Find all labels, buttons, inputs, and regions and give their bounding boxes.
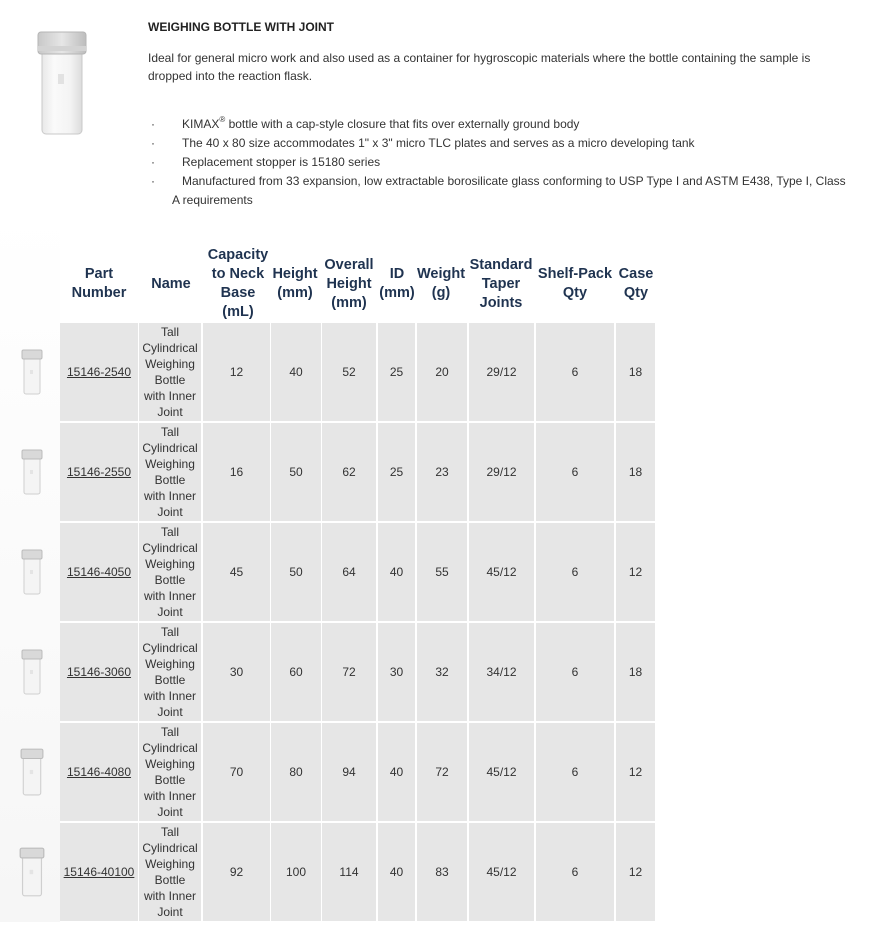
header-line: Part xyxy=(84,266,114,282)
capacity-cell xyxy=(203,823,270,921)
id-value: 40 xyxy=(389,565,404,579)
taper-value: 29/12 xyxy=(486,465,517,479)
part-number-link[interactable]: 15146-40100 xyxy=(63,865,135,879)
case-cell xyxy=(616,623,655,721)
bullet-marker: · xyxy=(151,136,155,150)
part-number-cell xyxy=(60,323,138,421)
weight-cell xyxy=(417,523,467,621)
part-number-cell xyxy=(60,523,138,621)
name-line: Weighing xyxy=(145,857,195,871)
name-cell xyxy=(139,623,201,721)
taper-value: 45/12 xyxy=(486,765,517,779)
id-cell xyxy=(378,723,415,821)
taper-value: 45/12 xyxy=(486,565,517,579)
name-line: with Inner xyxy=(143,389,196,403)
capacity-value: 45 xyxy=(229,565,244,579)
name-line: Cylindrical xyxy=(142,341,198,355)
capacity-value: 92 xyxy=(229,865,244,879)
name-line: Joint xyxy=(157,905,183,919)
part-number-cell xyxy=(60,723,138,821)
overall-cell xyxy=(322,723,376,821)
header-line: Capacity xyxy=(207,247,269,263)
case-value: 12 xyxy=(628,565,643,579)
shelf-cell xyxy=(536,423,614,521)
weight-cell xyxy=(417,723,467,821)
case-value: 12 xyxy=(628,765,643,779)
table-row xyxy=(60,523,656,621)
header-line: (mm) xyxy=(379,285,415,301)
header-line: Case xyxy=(618,266,654,282)
part-number-link[interactable]: 15146-4080 xyxy=(66,765,132,779)
name-cell xyxy=(139,523,201,621)
name-cell xyxy=(139,823,201,921)
product-thumbnail-icon xyxy=(20,747,44,797)
name-line: Joint xyxy=(157,405,183,419)
header-line: (mm) xyxy=(277,285,313,301)
table-row xyxy=(60,723,656,821)
header-name xyxy=(140,246,202,322)
id-cell xyxy=(378,523,415,621)
header-line: Number xyxy=(71,285,127,301)
feature-item: · Manufactured from 33 expansion, low extractable borosilicate glass conforming to USP Type I and ASTM E438, Type I, Class A requirements xyxy=(148,172,868,210)
name-line: Weighing xyxy=(145,657,195,671)
name-line: Cylindrical xyxy=(142,541,198,555)
feature-item: · Replacement stopper is 15180 series xyxy=(148,153,868,172)
id-cell xyxy=(378,423,415,521)
header-taper xyxy=(468,246,534,322)
capacity-value: 70 xyxy=(229,765,244,779)
product-thumbnail-icon xyxy=(21,548,43,596)
weight-value: 23 xyxy=(435,465,449,479)
bullet-marker: · xyxy=(151,174,155,188)
case-cell xyxy=(616,723,655,821)
name-line: Weighing xyxy=(145,757,195,771)
part-number-link[interactable]: 15146-4050 xyxy=(66,565,132,579)
id-value: 40 xyxy=(389,865,404,879)
capacity-value: 30 xyxy=(229,665,244,679)
name-line: with Inner xyxy=(143,489,196,503)
name-line: Joint xyxy=(157,705,183,719)
taper-cell xyxy=(469,423,534,521)
shelf-cell xyxy=(536,523,614,621)
name-line: Cylindrical xyxy=(142,741,198,755)
taper-value: 29/12 xyxy=(486,365,517,379)
overall-value: 114 xyxy=(339,865,359,879)
product-thumbnail-icon xyxy=(21,348,43,396)
header-capacity xyxy=(204,246,272,322)
taper-value: 45/12 xyxy=(486,865,517,879)
header-part-number xyxy=(60,246,138,322)
name-line: Cylindrical xyxy=(142,441,198,455)
height-cell xyxy=(271,823,321,921)
weight-value: 83 xyxy=(435,865,449,879)
header-weight xyxy=(416,246,466,322)
header-line: Qty xyxy=(562,285,588,301)
overall-value: 94 xyxy=(342,765,356,779)
shelf-value: 6 xyxy=(571,565,579,579)
height-value: 80 xyxy=(289,765,303,779)
weight-cell xyxy=(417,823,467,921)
overall-cell xyxy=(322,423,376,521)
name-line: Bottle xyxy=(154,673,186,687)
name-line: with Inner xyxy=(143,889,196,903)
table-row xyxy=(60,323,656,421)
product-description: Ideal for general micro work and also used as a container for hygroscopic materials where the bottle containing the sample is dropped into the reaction flask. xyxy=(148,51,811,83)
overall-value: 62 xyxy=(342,465,356,479)
height-value: 100 xyxy=(285,865,307,879)
height-cell xyxy=(271,323,321,421)
weight-cell xyxy=(417,423,467,521)
id-value: 25 xyxy=(389,365,404,379)
bullet-marker: · xyxy=(151,155,155,169)
header-line: Qty xyxy=(623,285,649,301)
header-line: Height xyxy=(272,266,318,282)
height-cell xyxy=(271,423,321,521)
height-cell xyxy=(271,623,321,721)
name-line: Cylindrical xyxy=(142,841,198,855)
product-thumbnail-icon xyxy=(21,648,43,696)
case-cell xyxy=(616,423,655,521)
part-number-link[interactable]: 15146-2540 xyxy=(66,365,132,379)
product-thumbnail-icon xyxy=(19,846,45,898)
id-value: 30 xyxy=(389,665,404,679)
name-line: Bottle xyxy=(154,473,186,487)
part-number-cell xyxy=(60,823,138,921)
table-row xyxy=(60,423,656,521)
height-value: 60 xyxy=(289,665,303,679)
header-line: (mm) xyxy=(331,294,367,311)
shelf-cell xyxy=(536,723,614,821)
id-cell xyxy=(378,323,415,421)
name-line: Bottle xyxy=(154,873,186,887)
header-line: (mL) xyxy=(222,304,254,320)
taper-cell xyxy=(469,623,534,721)
case-cell xyxy=(616,323,655,421)
capacity-value: 16 xyxy=(229,465,244,479)
name-line: Tall xyxy=(160,825,179,839)
header-overall-height xyxy=(322,246,376,322)
overall-value: 72 xyxy=(342,665,356,679)
taper-cell xyxy=(469,723,534,821)
shelf-value: 6 xyxy=(571,665,579,679)
weight-value: 32 xyxy=(435,665,449,679)
overall-cell xyxy=(322,323,376,421)
name-line: with Inner xyxy=(143,589,196,603)
capacity-value: 12 xyxy=(229,365,244,379)
id-cell xyxy=(378,823,415,921)
height-value: 50 xyxy=(289,465,303,479)
name-line: Joint xyxy=(157,505,183,519)
name-line: Tall xyxy=(160,725,179,739)
name-line: Tall xyxy=(160,525,179,539)
case-value: 18 xyxy=(628,665,643,679)
capacity-cell xyxy=(203,423,270,521)
weight-value: 55 xyxy=(435,565,449,579)
weight-value: 20 xyxy=(435,365,449,379)
id-cell xyxy=(378,623,415,721)
name-cell xyxy=(139,323,201,421)
case-value: 18 xyxy=(628,365,643,379)
taper-value: 34/12 xyxy=(486,665,517,679)
name-cell xyxy=(139,723,201,821)
shelf-cell xyxy=(536,623,614,721)
header-id xyxy=(378,246,416,322)
name-line: Bottle xyxy=(154,373,186,387)
name-line: Joint xyxy=(157,605,183,619)
name-line: with Inner xyxy=(143,789,196,803)
table-row xyxy=(60,623,656,721)
header-line: Weight xyxy=(416,266,466,282)
overall-cell xyxy=(322,823,376,921)
height-value: 50 xyxy=(289,565,303,579)
name-line: Weighing xyxy=(145,357,195,371)
capacity-cell xyxy=(203,723,270,821)
header-line: Taper xyxy=(481,275,521,292)
capacity-cell xyxy=(203,623,270,721)
overall-cell xyxy=(322,523,376,621)
shelf-value: 6 xyxy=(571,365,579,379)
taper-cell xyxy=(469,823,534,921)
overall-value: 64 xyxy=(342,565,356,579)
header-line: Base xyxy=(220,285,256,301)
shelf-value: 6 xyxy=(571,765,579,779)
header-line: Joints xyxy=(479,294,523,311)
header-shelf-pack xyxy=(536,246,614,322)
header-line: Height xyxy=(326,275,372,292)
capacity-cell xyxy=(203,523,270,621)
overall-value: 52 xyxy=(342,365,356,379)
header-case-qty xyxy=(614,246,658,322)
name-line: Cylindrical xyxy=(142,641,198,655)
weight-cell xyxy=(417,323,467,421)
table-row xyxy=(60,823,656,921)
overall-cell xyxy=(322,623,376,721)
name-line: Joint xyxy=(157,805,183,819)
header-height xyxy=(269,246,321,322)
header-line: Shelf-Pack xyxy=(537,266,613,282)
header-line: Name xyxy=(151,275,191,292)
product-thumbnail-icon xyxy=(21,448,43,496)
bullet-marker: · xyxy=(151,117,155,131)
weight-cell xyxy=(417,623,467,721)
part-number-link[interactable]: 15146-2550 xyxy=(66,465,132,479)
header-line: Overall xyxy=(324,256,374,273)
case-cell xyxy=(616,823,655,921)
case-value: 12 xyxy=(628,865,643,879)
id-value: 25 xyxy=(389,465,404,479)
name-line: Weighing xyxy=(145,457,195,471)
header-line: to Neck xyxy=(211,266,265,282)
name-line: Tall xyxy=(160,325,179,339)
feature-list xyxy=(148,115,868,210)
name-line: with Inner xyxy=(143,689,196,703)
shelf-value: 6 xyxy=(571,465,579,479)
header-line: Standard xyxy=(469,256,533,273)
feature-item: · KIMAX® bottle with a cap-style closure that fits over externally ground body xyxy=(148,115,868,134)
weighing-bottle-image xyxy=(36,28,88,138)
header-line: ID xyxy=(389,266,405,282)
shelf-cell xyxy=(536,323,614,421)
taper-cell xyxy=(469,323,534,421)
part-number-cell xyxy=(60,623,138,721)
part-number-cell xyxy=(60,423,138,521)
id-value: 40 xyxy=(389,765,404,779)
name-line: Bottle xyxy=(154,573,186,587)
case-value: 18 xyxy=(628,465,643,479)
name-line: Weighing xyxy=(145,557,195,571)
weight-value: 72 xyxy=(435,765,449,779)
product-title: WEIGHING BOTTLE WITH JOINT xyxy=(148,20,334,34)
height-cell xyxy=(271,723,321,821)
header-line: (g) xyxy=(431,285,451,301)
case-cell xyxy=(616,523,655,621)
name-cell xyxy=(139,423,201,521)
feature-item: · The 40 x 80 size accommodates 1" x 3" micro TLC plates and serves as a micro developing tank xyxy=(148,134,868,153)
name-line: Bottle xyxy=(154,773,186,787)
shelf-cell xyxy=(536,823,614,921)
shelf-value: 6 xyxy=(571,865,579,879)
height-value: 40 xyxy=(289,365,303,379)
name-line: Tall xyxy=(160,625,179,639)
capacity-cell xyxy=(203,323,270,421)
taper-cell xyxy=(469,523,534,621)
part-number-link[interactable]: 15146-3060 xyxy=(66,665,132,679)
height-cell xyxy=(271,523,321,621)
name-line: Tall xyxy=(160,425,179,439)
